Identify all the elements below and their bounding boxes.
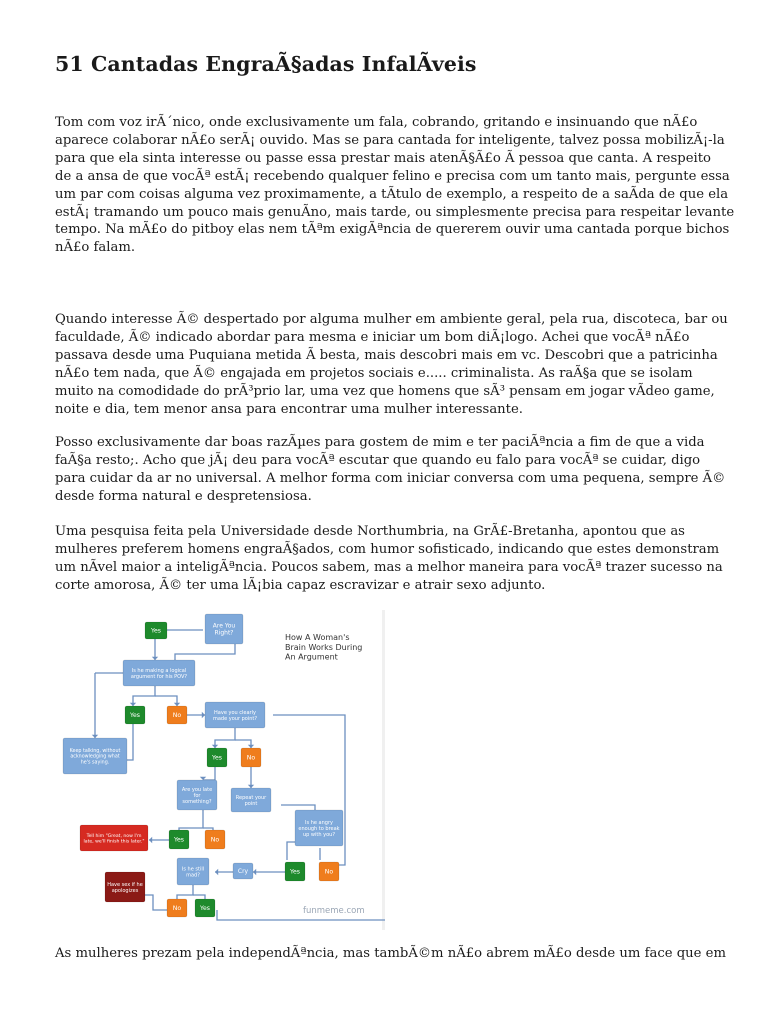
node-yes-d-label: Yes — [290, 868, 300, 876]
article-title: 51 Cantadas EngraÃ§adas InfalÃveis — [55, 52, 477, 76]
paragraph-5 — [55, 945, 726, 963]
paragraph-line: estÃ¡ tramando um pouco mais genuÃno, mais tarde, ou simplesmente precisa para respeitar levante — [55, 204, 735, 220]
node-clearly-made-point-label: Have you clearly — [214, 709, 256, 716]
paragraph-line: As mulheres prezam pela independÃªncia, mas tambÃ©m nÃ£o abrem mÃ£o desde um face que em — [55, 946, 726, 961]
paragraph-line: corte amorosa, Ã© ter uma lÃ¡bia capaz escravizar e atrair sexo adjunto. — [55, 577, 546, 593]
node-no-d-label: No — [324, 868, 334, 876]
paragraph-1 — [55, 114, 735, 257]
node-logical-argument-label: argument for his POV? — [130, 673, 188, 680]
node-tell-him-label: late, we'll finish this later." — [83, 839, 145, 845]
node-late-for-something-label: for — [193, 792, 201, 799]
paragraph-line: um par com coisas alguma vez proximamente, a tÃtulo de exemplo, a respeito de a saÃda de que ela — [55, 186, 729, 202]
paragraph-line: Posso exclusivamente dar boas razÃµes para gostem de mim e ter paciÃªncia a fim de que a vida — [55, 435, 705, 450]
flowchart-title: Brain Works During — [285, 642, 363, 652]
paragraph-line: de a ansa de que vocÃª estÃ¡ recebendo qualquer felino e precisa com um tanto mais, pergunte essa — [55, 168, 730, 184]
paragraph-line: muito na comodidade do prÃ³prio lar, uma vez que homens que sÃ³ pensam em jogar vÃdeo game, — [55, 383, 715, 399]
flowchart-right-edge — [382, 610, 385, 930]
paragraph-line: mulheres preferem homens engraÃ§ados, com humor sofisticado, indicando que estes demonstram — [55, 541, 720, 557]
node-tell-him-label: Tell him "Great, now I'm — [86, 833, 142, 839]
paragraph-line: aparece colaborar nÃ£o serÃ¡ ouvido. Mas se para cantada for inteligente, talvez possa mobilizÃ¡-la — [55, 132, 725, 148]
paragraph-line: Tom com voz irÃ´nico, onde exclusivamente um fala, cobrando, gritando e insinuando que nÃ£o — [55, 115, 698, 130]
node-angry-break-up-label: up with you? — [303, 831, 335, 838]
paragraph-line: desde forma natural e despretensiosa. — [55, 488, 312, 504]
node-yes-c-label: Yes — [174, 836, 184, 844]
node-no-a-label: No — [172, 712, 182, 720]
node-are-you-right-label: Right? — [214, 629, 234, 637]
node-still-mad-label: Is he still — [181, 866, 205, 873]
flowchart-image — [55, 610, 385, 930]
node-no-c-label: No — [210, 836, 220, 844]
node-repeat-point-label: point — [244, 800, 258, 807]
paragraph-line: para que ela sinta interesse ou passe essa prestar mais atenÃ§Ã£o Ã pessoa que canta. A respeito — [55, 150, 711, 166]
node-have-sex-label: Have sex if he — [107, 881, 143, 888]
node-keep-talking-label: he's saying. — [80, 760, 110, 766]
paragraph-line: faculdade, Ã© indicado abordar para mesma e iniciar um bom diÃ¡logo. Achei que vocÃª nÃ£o — [55, 329, 690, 345]
node-have-sex-label: apologizes — [111, 887, 139, 894]
node-keep-talking-label: Keep talking, without — [69, 748, 121, 754]
flowchart-title: How A Woman's — [285, 633, 350, 643]
flowchart-watermark: funmeme.com — [303, 905, 365, 916]
node-no-e-label: No — [172, 905, 182, 913]
paragraph-line: um nÃvel maior a inteligÃªncia. Poucos sabem, mas a melhor maneira para vocÃª trazer sucesso na — [55, 559, 723, 575]
node-angry-break-up-label: Is he angry — [305, 819, 333, 826]
paragraph-line: nÃ£o tem nada, que Ã© engajada em projetos sociais e..... criminalista. As raÃ§a que se isolam — [55, 365, 693, 381]
flowchart-svg — [55, 610, 385, 930]
paragraph-line: Uma pesquisa feita pela Universidade desde Northumbria, na GrÃ£-Bretanha, apontou que as — [55, 524, 685, 539]
paragraph-line: passava desde uma Puquiana metida Ã besta, mais descobri mais em vc. Descobri que a patricinha — [55, 347, 718, 363]
paragraph-line: para cuidar da ar no universal. A melhor forma com iniciar conversa com uma pequena, sempre Ã© — [55, 470, 726, 486]
node-angry-break-up-label: enough to break — [298, 825, 340, 832]
paragraph-line: tempo. Na mÃ£o do pitboy elas nem tÃªm exigÃªncia de quererem ouvir uma cantada porque bichos — [55, 222, 730, 238]
paragraph-2 — [55, 311, 728, 418]
node-logical-argument-label: Is he making a logical — [131, 667, 187, 674]
paragraph-3 — [55, 434, 726, 506]
paragraph-4 — [55, 523, 723, 595]
node-yes-a-label: Yes — [130, 712, 140, 720]
node-no-b-label: No — [246, 754, 256, 762]
node-clearly-made-point-label: made your point? — [212, 715, 258, 722]
node-repeat-point-label: Repeat your — [235, 794, 267, 801]
node-late-for-something-label: Are you late — [181, 786, 213, 793]
node-cry-label: Cry — [237, 868, 249, 876]
paragraph-line: noite e dia, tem menor ansa para encontrar uma mulher interessante. — [55, 401, 523, 417]
node-yes-e-label: Yes — [200, 905, 210, 913]
paragraph-line: Quando interesse Ã© despertado por alguma mulher em ambiente geral, pela rua, discoteca, bar ou — [55, 312, 728, 327]
node-yes-b-label: Yes — [212, 754, 222, 762]
flowchart-title: An Argument — [285, 652, 338, 662]
node-keep-talking-label: acknowledging what — [70, 754, 120, 760]
node-yes-top-label: Yes — [151, 627, 161, 635]
node-still-mad-label: mad? — [186, 872, 200, 879]
node-are-you-right-label: Are You — [212, 622, 236, 630]
node-late-for-something-label: something? — [182, 798, 212, 805]
paragraph-line: nÃ£o falam. — [55, 240, 136, 256]
paragraph-line: faÃ§a resto;. Acho que jÃ¡ deu para vocÃª escutar que quando eu falo para vocÃª se cuidar, digo — [55, 452, 701, 468]
